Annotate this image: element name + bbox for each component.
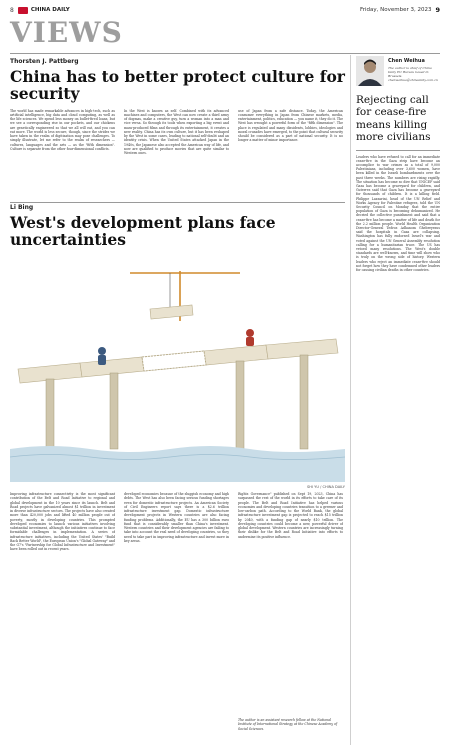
opinion-sidebar: [356, 56, 440, 735]
author-block: [356, 56, 440, 86]
story2-column-2: developed economies because of the sluggish economy and high debts. The West has also been facing serious funding shortages even for domestic infrastructure projects. An American Society of Civil Engineers report says there is a $2.6 trillion infrastructure investment gap. Domestic infrastructure development projects in Western countries are also facing funding problems. Additionally, the EU has a 300 billion euro fund that is considerably smaller than China's investment. Western countries and their development agencies are failing to take into account the real need of developing countries, so they need to take part in improving infrastructure and invest more in key areas.: [124, 492, 229, 543]
story2-byline: Li Bing: [10, 204, 34, 211]
cartoon-illustration-icon: [10, 251, 345, 482]
story1-column-3: use of Japan from a safe distance. Today, the American consumer everything in Japan from Chinese markets, media, entertainment, politics, education — you name it, they do it. The West has wrought a powerful form of the "fifth dimension". The place is regulated and many dissidents, lobbies, ideologies and moral crusades have emerged, to the point that cultural security should be considered as a part of national security. It is no longer a matter of minor importance.: [238, 108, 343, 143]
publication-name: CHINA DAILY: [30, 7, 70, 13]
dateline: [360, 6, 440, 14]
story1-byline: Thorsten J. Pattberg: [10, 58, 79, 65]
story2-columns: [10, 492, 345, 742]
author-photo-icon: [356, 56, 384, 86]
logo-mark-icon: [18, 7, 28, 14]
issue-date: Friday, November 3, 2023: [359, 7, 432, 13]
illustration-credit: SHI YU / CHINA DAILY: [306, 485, 345, 489]
section-title: VIEWS: [10, 16, 123, 49]
story2-column-1: Improving infrastructure connectivity is the most significant contribution of the Belt and Road Initiative to regional and global development in the 10 years since its launch. Belt and Road projects have galvanized almost $1 trillion in investment in diverse infrastructure sectors. The projects have also created more than 420,000 jobs and lifted 40 million people out of poverty, mostly in developing countries. This prompted developed economies to launch various initiatives involving substantial investment, although the initiatives continue to face formidable challenges in implementation. A series of infrastructure initiatives, including the United States' "Build Back Better World", the European Union's "Global Gateway" and the G7's "Partnership for Global Infrastructure and Investment" have been rolled out in recent years.: [10, 492, 115, 552]
story2-column-3: Rights Governance" published on Sept 19, 2023, China has surpassed the rest of the world in its efforts to take care of its people. The Belt and Road Initiative has helped various economies and developing countries transition to a greener and low-carbon path. According to the World Bank, the global infrastructure investment gap is projected to reach $15 trillion by 2040, with a funding gap of nearly $10 trillion. The developing countries could become a new, powerful driver of global development. Western countries are increasingly turning their dislike for the Belt and Road Initiative into efforts to undermine its positive influence.: [238, 492, 343, 539]
author-bio: The author is chief of China Daily EU Bureau based in Brussels. chenweihua@chinadaily.com.cn: [388, 66, 438, 82]
sidebar-headline: Rejecting call for cease-fire means killing more civilians: [356, 94, 431, 144]
story2-author-note: The author is an assistant research fellow at the National Institute of International Strategy at the Chinese Academy of Social Sciences.: [238, 718, 338, 731]
story1-column-1: The world has made remarkable advances in high-tech, such as artificial intelligence, big data and cloud computing, as well as the life sciences. We spend less money on bullet-fired loans, but we see a corresponding rise in our pockets, and our chickens are genetically engineered so that we all will eat, and you can eat more. The world is less secure, though, since the strides we have taken in the realm of digitization may pose challenges. To simply illustrate, let me refer to the realm of researchers — cultures, languages and the arts — as the "fifth dimension". Culture is separate from the other four-dimensional conflicts.: [10, 108, 115, 151]
column-rule: [350, 55, 351, 745]
story2-headline: West's development plans face uncertainties: [10, 213, 276, 250]
page-number-right: 9: [435, 6, 440, 14]
page-number-left: 8: [10, 6, 14, 14]
masthead-bar: [10, 4, 440, 16]
editorial-illustration: [10, 251, 345, 489]
sidebar-body: Leaders who have refused to call for an immediate cease-fire in the Gaza strip have become an accomplice to war crimes as a total of 9,000 Palestinians, including over 3,600 women, have been killed in the Israeli bombardments over the past three weeks. The numbers are rising rapidly. The situation has become so dire that UNICEF said Gaza has become a graveyard for children, and Guterres said that Gaza has become a graveyard for thousands of children. It is a killing field. Philippe Lazzarini, head of the UN Relief and Works Agency for Palestine refugees, told the UN Security Council on Monday that the entire population of Gaza is becoming dehumanized. He decried the collective punishment and said that a cease-fire has become a matter of life and death for the 2.2 million people. World Health Organization Director-General Tedros Adhanom Ghebreyesus said the hospitals in Gaza are collapsing. Washington has fully endorsed Israel's war and voted against the UN General Assembly resolution calling for a humanitarian truce. The US has vetoed many resolutions. The West's double standards are well-known, and time will show who is truly on the wrong side of history. Western leaders who reject an immediate cease-fire should not forget how they have condemned other leaders for causing civilian deaths in other countries.: [356, 154, 440, 272]
story-west-development: [10, 204, 345, 249]
sidebar-divider: [356, 150, 440, 151]
story1-column-2: In the West is known as self. Combined with its advanced machines and computers, the West can now create a third army of dogmas, make a creative guy, turn a woman into a man and vice versa. So through its tools when exporting a big event and mass-produced films and through its entertainment, it creates a new reality. China has its own culture, but it has been reshaped by the West in some cases, leading to national self-doubt and an identity crisis. When the United States attacked Japan in the 1940s, the Japanese also accepted the American way of life, and now are qualified to produce movies that are quite similar to Western ones.: [124, 108, 229, 156]
story1-headline: China has to better protect culture for security: [10, 67, 345, 104]
story-divider: [10, 202, 345, 203]
section-divider: [10, 53, 440, 54]
publication-logo: [18, 7, 70, 14]
author-name: Chen Weihua: [388, 58, 425, 64]
